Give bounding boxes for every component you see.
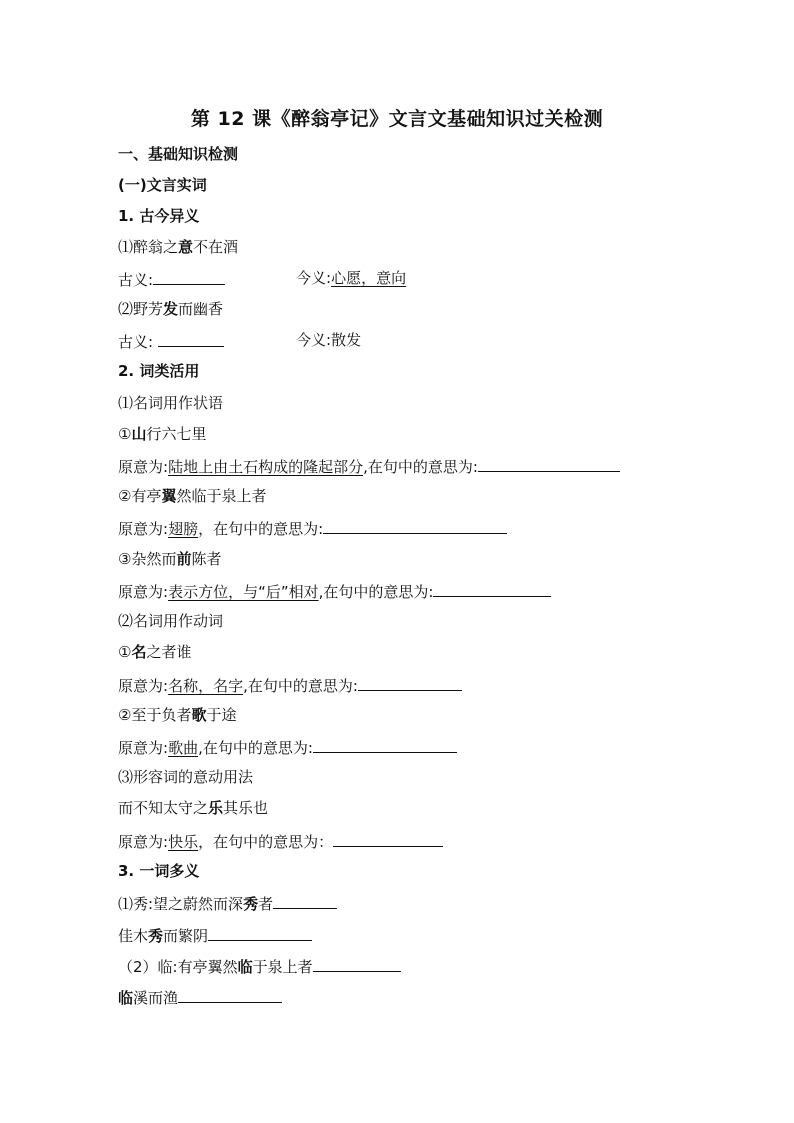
answer-blank[interactable] — [313, 955, 401, 972]
q1-item-2-gu: 古义: — [118, 330, 224, 352]
answer-blank[interactable] — [273, 892, 337, 909]
question-3-heading: 3. 一词多义 — [118, 862, 200, 880]
answer-blank[interactable] — [313, 736, 457, 753]
q1-item-1: ⑴醉翁之意不在酒 — [118, 238, 239, 256]
q2-part-2: ⑵名词用作动词 — [118, 612, 224, 630]
q1-item-2-jin: 今义:散发 — [296, 331, 362, 349]
q2-a1-answer: 原意为:陆地上由土石构成的隆起部分,在句中的意思为: — [118, 455, 620, 477]
q3-d4: 临溪而渔 — [118, 986, 282, 1008]
q2-a3: ③杂然而前陈者 — [118, 550, 222, 568]
q1-item-1-jin: 今义:心愿，意向 — [296, 269, 407, 287]
q2-part-3: ⑶形容词的意动用法 — [118, 768, 254, 786]
answer-blank[interactable] — [158, 330, 224, 347]
q2-a3-answer: 原意为:表示方位，与“后”相对,在句中的意思为: — [118, 580, 551, 602]
answer-blank[interactable] — [358, 674, 462, 691]
answer-blank[interactable] — [478, 455, 620, 472]
page-title: 第 12 课《醉翁亭记》文言文基础知识过关检测 — [190, 108, 604, 130]
answer-blank[interactable] — [208, 924, 312, 941]
q2-a2: ②有亭翼然临于泉上者 — [118, 487, 267, 505]
q2-c1: 而不知太守之乐其乐也 — [118, 799, 269, 817]
q2-a1: ①山行六七里 — [118, 425, 207, 443]
q2-b1-answer: 原意为:名称，名字,在句中的意思为: — [118, 674, 462, 696]
q2-b1: ①名之者谁 — [118, 643, 192, 661]
question-1-heading: 1. 古今异义 — [118, 207, 200, 225]
section-heading: 一、基础知识检测 — [118, 145, 239, 163]
answer-blank[interactable] — [323, 517, 507, 534]
answer-blank[interactable] — [333, 830, 443, 847]
q2-b2-answer: 原意为:歌曲,在句中的意思为: — [118, 736, 457, 758]
q1-item-2: ⑵野芳发而幽香 — [118, 300, 224, 318]
q1-item-1-gu: 古义: — [118, 268, 225, 290]
q2-c1-answer: 原意为:快乐，在句中的意思为： — [118, 830, 443, 852]
q2-part-1: ⑴名词用作状语 — [118, 394, 224, 412]
question-2-heading: 2. 词类活用 — [118, 362, 200, 380]
q3-d2: 佳木秀而繁阴 — [118, 924, 312, 946]
q3-d1: ⑴秀:望之蔚然而深秀者 — [118, 892, 337, 914]
answer-blank[interactable] — [433, 580, 551, 597]
q3-d3: （2）临:有亭翼然临于泉上者 — [118, 955, 401, 977]
subsection-heading: (一)文言实词 — [118, 176, 207, 194]
q2-a2-answer: 原意为:翅膀，在句中的意思为: — [118, 517, 507, 539]
answer-blank[interactable] — [153, 268, 225, 285]
q2-b2: ②至于负者歌于途 — [118, 706, 237, 724]
answer-blank[interactable] — [178, 986, 282, 1003]
